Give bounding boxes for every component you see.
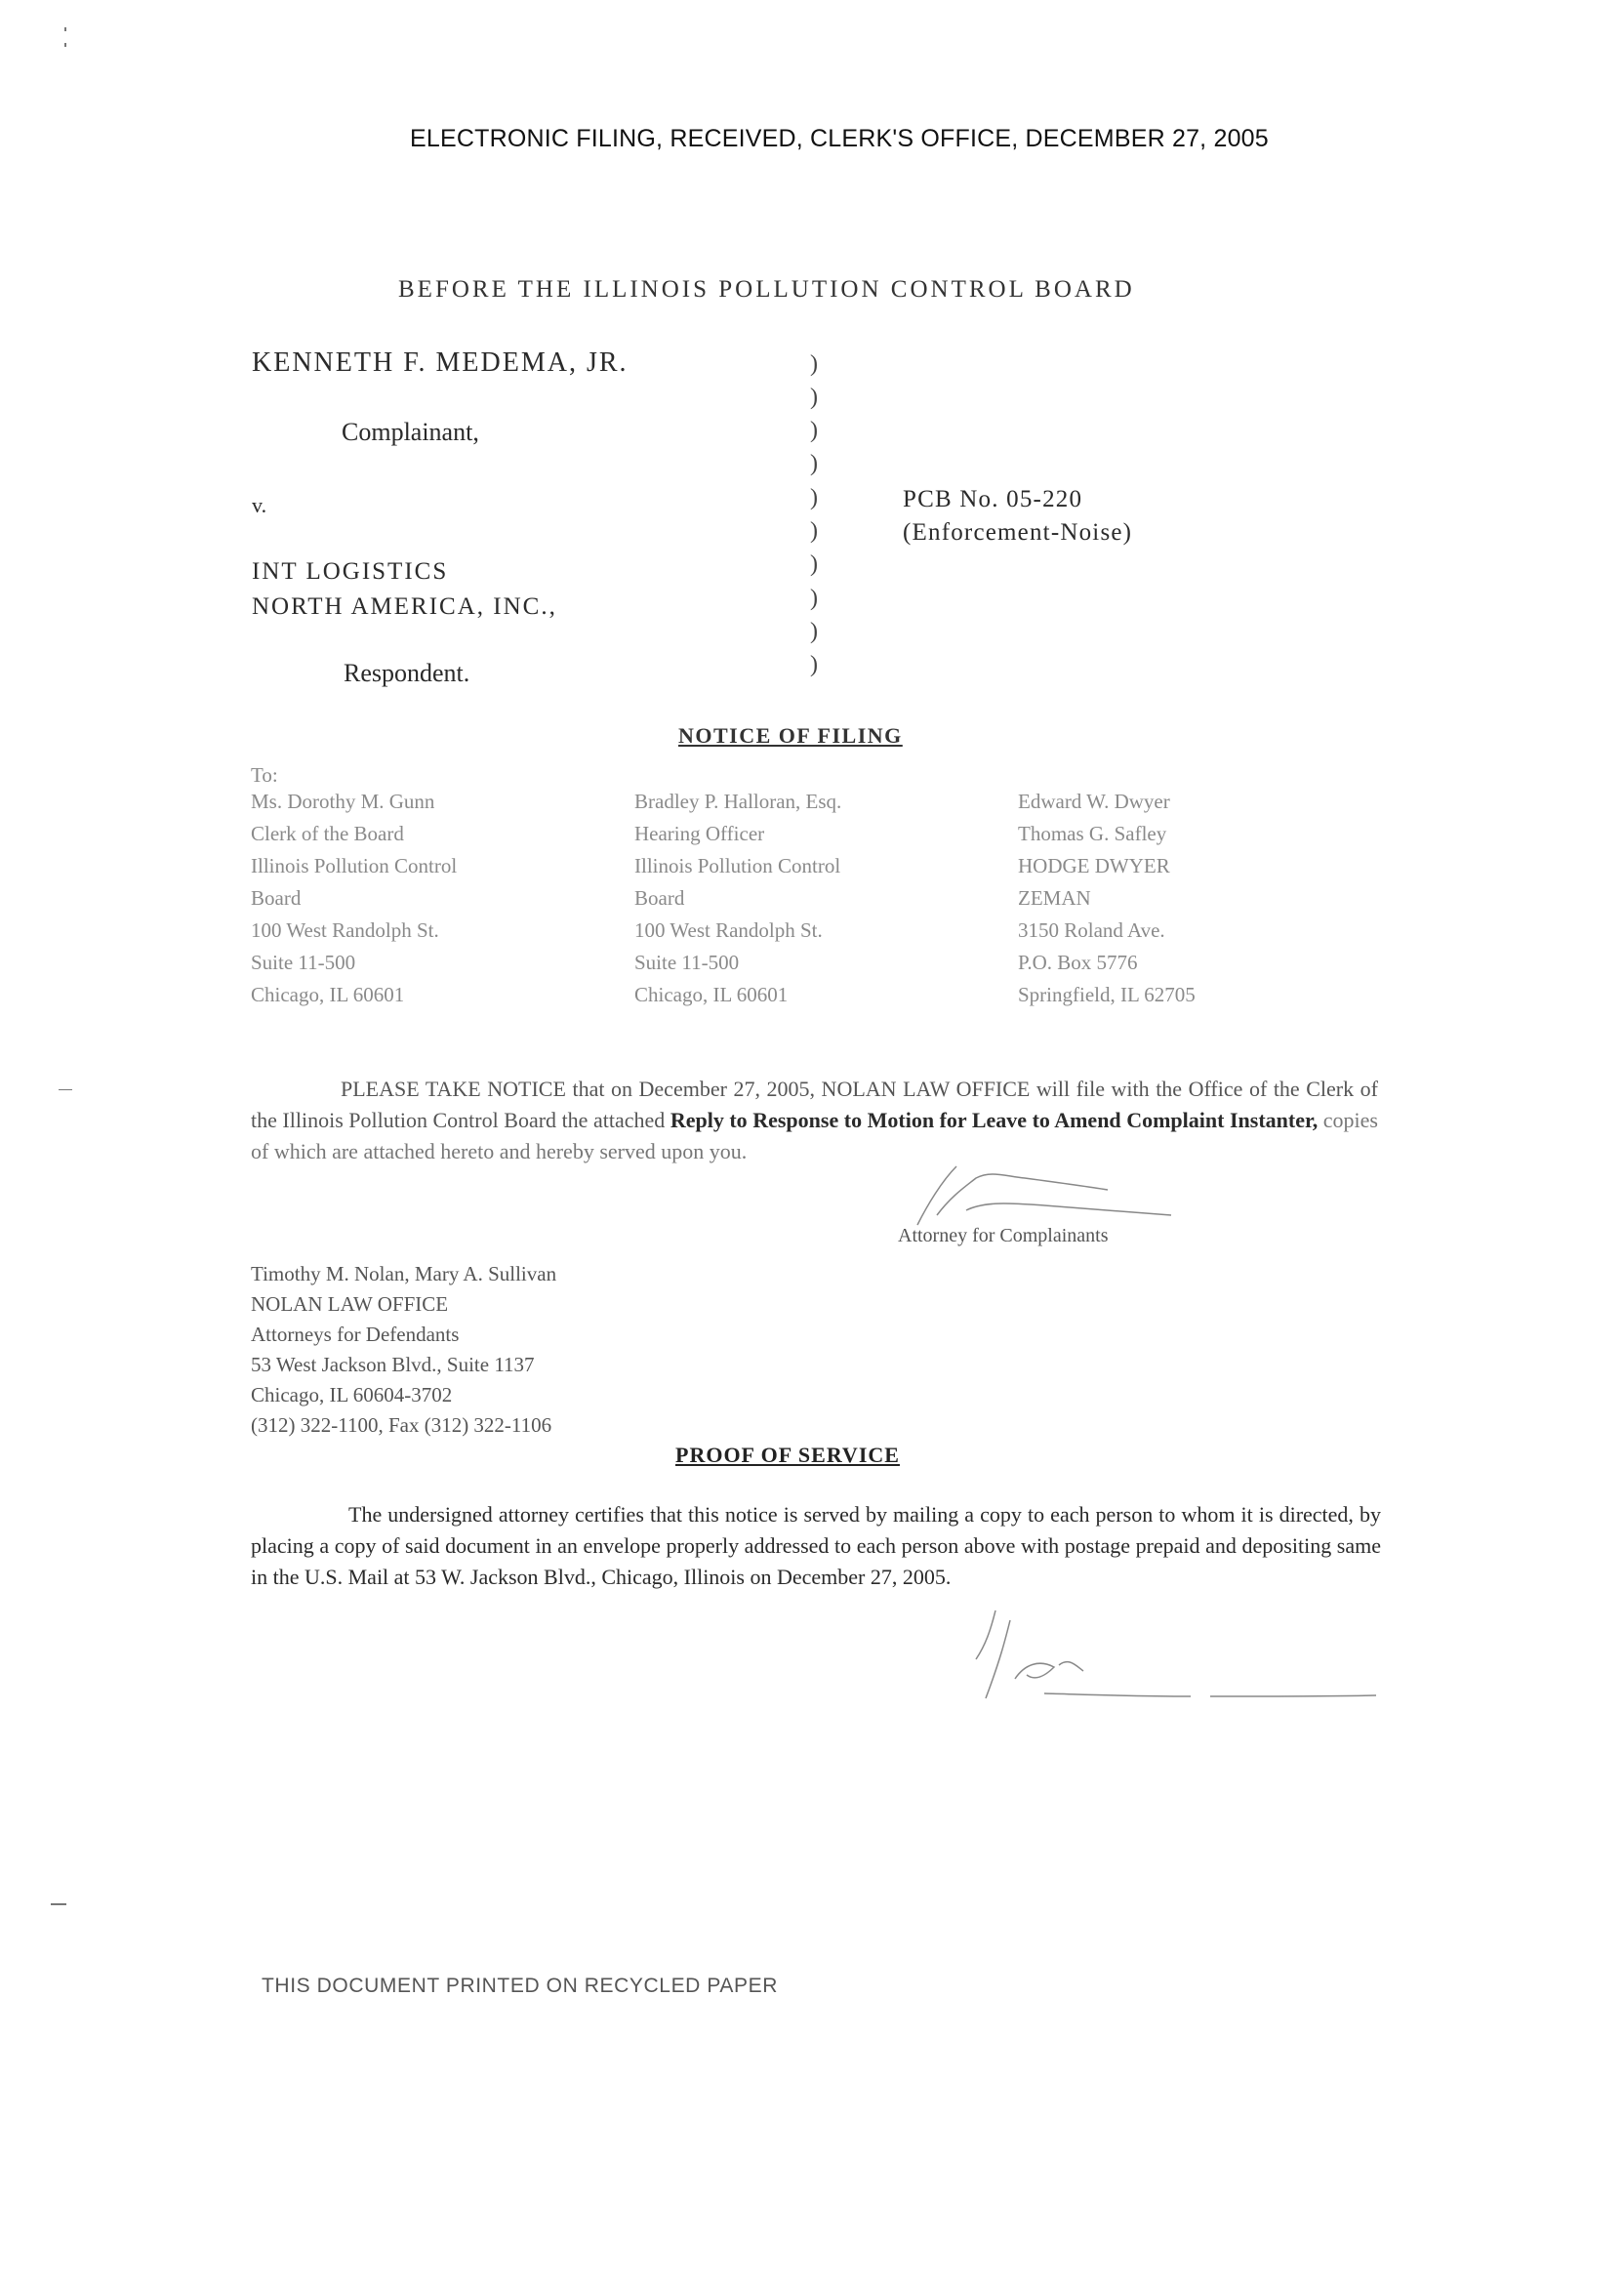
case-type: (Enforcement-Noise) (903, 519, 1133, 546)
address-line: Chicago, IL 60601 (251, 983, 405, 1006)
board-title: BEFORE THE ILLINOIS POLLUTION CONTROL BOARD (398, 276, 1135, 303)
respondent-name-line-2: NORTH AMERICA, INC., (252, 593, 557, 620)
firm-line: 53 West Jackson Blvd., Suite 1137 (251, 1353, 535, 1376)
caption-paren: ) (810, 485, 818, 510)
address-line: Bradley P. Halloran, Esq. (634, 790, 842, 813)
respondent-name-line-1: INT LOGISTICS (252, 558, 449, 585)
notice-body (251, 1074, 1378, 1167)
complainant-name: KENNETH F. MEDEMA, JR. (252, 347, 629, 378)
address-line: Illinois Pollution Control (634, 854, 841, 877)
caption-paren: ) (810, 619, 818, 644)
firm-line: (312) 322-1100, Fax (312) 322-1106 (251, 1413, 552, 1437)
address-line: ZEMAN (1018, 886, 1091, 910)
filing-header: ELECTRONIC FILING, RECEIVED, CLERK'S OFFICE, DECEMBER 27, 2005 (410, 125, 1269, 152)
address-line: 100 West Randolph St. (634, 918, 823, 942)
address-line: Hearing Officer (634, 822, 765, 845)
proof-body: The undersigned attorney certifies that this notice is served by mailing a copy to each person to whom it is directed, by placing a copy of said document in an envelope properly addressed to each person above with postage prepaid and depositing same in the U.S. Mail at 53 W. Jackson Blvd., Chicago, Illinois on December 27, 2005. (251, 1502, 1381, 1589)
caption-paren: ) (810, 451, 818, 476)
firm-line: Timothy M. Nolan, Mary A. Sullivan (251, 1262, 557, 1285)
address-line: Illinois Pollution Control (251, 854, 458, 877)
caption-paren: ) (810, 586, 818, 611)
certifying-signature (917, 1601, 1386, 1718)
address-line: 100 West Randolph St. (251, 918, 439, 942)
notice-body-part-1: PLEASE TAKE NOTICE that on December 27, 2005, NOLAN LAW OFFICE will file with the Office of the Clerk of the Illinois Pollution Control Board the attached (251, 1077, 1378, 1132)
respondent-role: Respondent. (344, 659, 470, 687)
firm-line: Chicago, IL 60604-3702 (251, 1383, 453, 1406)
scan-speck (64, 43, 66, 47)
caption-paren: ) (810, 518, 818, 544)
address-line: 3150 Roland Ave. (1018, 918, 1165, 942)
address-line: Springfield, IL 62705 (1018, 983, 1196, 1006)
firm-line: Attorneys for Defendants (251, 1323, 460, 1346)
notice-title: NOTICE OF FILING (678, 723, 903, 748)
case-number: PCB No. 05-220 (903, 486, 1083, 512)
scan-speck (64, 27, 66, 31)
signature-caption: Attorney for Complainants (898, 1225, 1109, 1246)
recycled-paper-footer: THIS DOCUMENT PRINTED ON RECYCLED PAPER (262, 1975, 779, 1997)
caption-paren: ) (810, 652, 818, 677)
versus-label: v. (252, 493, 267, 517)
address-line: Clerk of the Board (251, 822, 404, 845)
notice-body-part-2: copies of which are attached hereto and hereby served upon you. (251, 1108, 1378, 1163)
address-line: P.O. Box 5776 (1018, 951, 1138, 974)
scan-speck (59, 1089, 72, 1090)
address-line: Board (634, 886, 685, 910)
complainant-role: Complainant, (342, 418, 479, 446)
address-line: Edward W. Dwyer (1018, 790, 1170, 813)
recipient-clerk (251, 786, 457, 1011)
address-line: Suite 11-500 (634, 951, 740, 974)
caption-paren: ) (810, 351, 818, 377)
firm-line: NOLAN LAW OFFICE (251, 1292, 449, 1316)
caption-paren: ) (810, 385, 818, 410)
recipient-respondent-counsel (1018, 786, 1196, 1011)
recipient-hearing-officer (634, 786, 841, 1011)
scan-speck (51, 1903, 66, 1905)
address-line: Board (251, 886, 302, 910)
address-line: Suite 11-500 (251, 951, 356, 974)
caption-paren: ) (810, 418, 818, 443)
firm-block (251, 1259, 556, 1441)
to-label: To: (251, 763, 278, 787)
address-line: Ms. Dorothy M. Gunn (251, 790, 435, 813)
notice-document-title: Reply to Response to Motion for Leave to Amend Complaint Instanter, (670, 1108, 1319, 1132)
address-line: Thomas G. Safley (1018, 822, 1167, 845)
proof-title: PROOF OF SERVICE (675, 1443, 900, 1467)
caption-paren: ) (810, 551, 818, 577)
address-line: HODGE DWYER (1018, 854, 1170, 877)
address-line: Chicago, IL 60601 (634, 983, 789, 1006)
